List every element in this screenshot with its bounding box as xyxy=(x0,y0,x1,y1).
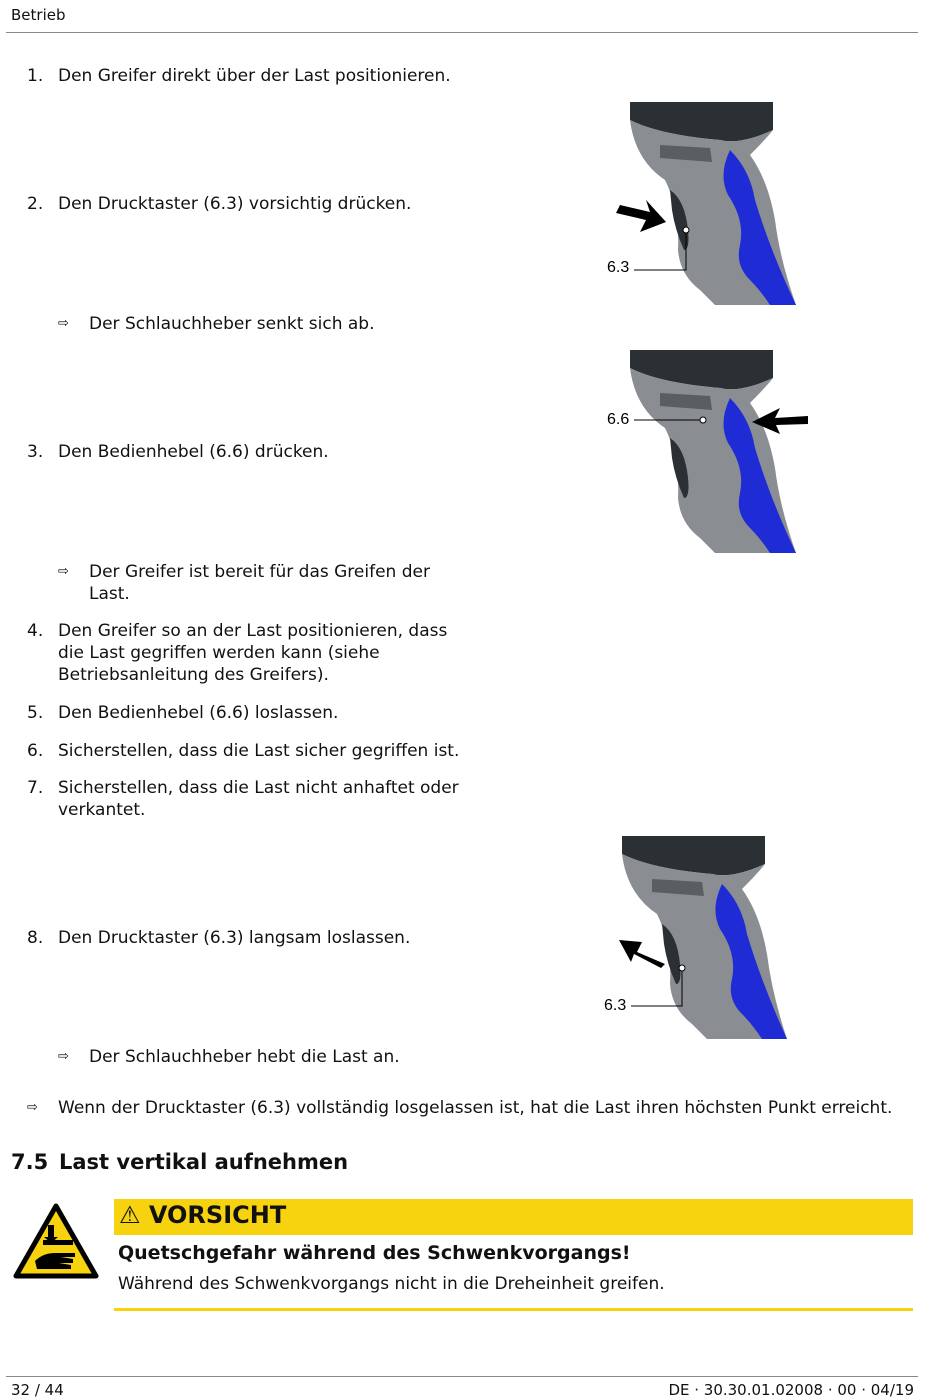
result-arrow-icon: ⇨ xyxy=(58,1049,69,1064)
result-text: Wenn der Drucktaster (6.3) vollständig losgelassen ist, hat die Last ihren höchsten Punkt erreicht. xyxy=(58,1098,893,1118)
warning-symbol-icon: ⚠ xyxy=(119,1201,141,1229)
final-result xyxy=(27,1097,927,1119)
step-text: Sicherstellen, dass die Last nicht anhaftet oder verkantet. xyxy=(58,778,459,820)
step-number: 8. xyxy=(27,928,44,948)
handle-figure-button-press xyxy=(600,100,820,310)
result-text: Der Schlauchheber hebt die Last an. xyxy=(89,1047,400,1067)
page-number: 32 / 44 xyxy=(11,1381,64,1399)
step-4 xyxy=(27,620,457,686)
step-text: Sicherstellen, dass die Last sicher gegriffen ist. xyxy=(58,741,460,761)
result-text: Der Schlauchheber senkt sich ab. xyxy=(89,314,375,334)
step-number: 1. xyxy=(27,66,44,86)
step-number: 4. xyxy=(27,621,44,641)
warning-bar xyxy=(114,1199,913,1235)
step-text: Den Drucktaster (6.3) langsam loslassen. xyxy=(58,928,411,948)
footer-rule xyxy=(6,1376,918,1377)
crush-hazard-icon xyxy=(13,1203,99,1279)
section-title: Last vertikal aufnehmen xyxy=(59,1150,349,1174)
section-heading xyxy=(11,1150,348,1174)
step-2 xyxy=(27,193,467,215)
warning-signal xyxy=(119,1201,286,1229)
callout-dot xyxy=(679,965,685,971)
callout-label-6-3: 6.3 xyxy=(607,259,630,276)
crush-plate xyxy=(43,1240,73,1245)
warning-signal-word: VORSICHT xyxy=(148,1201,287,1229)
warning-bottom-rule xyxy=(114,1308,913,1311)
step-number: 3. xyxy=(27,442,44,462)
callout-label-6-3: 6.3 xyxy=(604,997,627,1014)
result-text: Der Greifer ist bereit für das Greifen der Last. xyxy=(89,562,430,604)
step-text: Den Greifer direkt über der Last positionieren. xyxy=(58,66,451,86)
step-text: Den Bedienhebel (6.6) loslassen. xyxy=(58,703,339,723)
result-arrow-icon: ⇨ xyxy=(58,564,69,579)
step-6 xyxy=(27,740,467,762)
result-arrow-icon: ⇨ xyxy=(58,316,69,331)
result-step-2 xyxy=(58,313,468,335)
step-7 xyxy=(27,777,462,821)
step-text: Den Bedienhebel (6.6) drücken. xyxy=(58,442,329,462)
callout-dot xyxy=(700,417,706,423)
step-number: 2. xyxy=(27,194,44,214)
document-id: DE · 30.30.01.02008 · 00 · 04/19 xyxy=(668,1381,914,1399)
warning-title: Quetschgefahr während des Schwenkvorgangs! xyxy=(118,1242,631,1264)
header-rule xyxy=(6,32,918,33)
step-text: Den Greifer so an der Last positionieren, dass die Last gegriffen werden kann (siehe Betriebsanleitung des Greifers). xyxy=(58,621,448,685)
step-text: Den Drucktaster (6.3) vorsichtig drücken. xyxy=(58,194,412,214)
handle-figure-button-release xyxy=(597,834,817,1044)
step-number: 7. xyxy=(27,778,44,798)
callout-dot xyxy=(683,227,689,233)
result-arrow-icon: ⇨ xyxy=(27,1100,38,1115)
handle-figure-lever-press xyxy=(600,348,820,558)
step-3 xyxy=(27,441,467,463)
release-arrow-icon xyxy=(619,940,665,968)
step-number: 5. xyxy=(27,703,44,723)
callout-label-6-6: 6.6 xyxy=(607,411,630,428)
step-1 xyxy=(27,65,467,87)
result-step-8 xyxy=(58,1046,468,1068)
press-arrow-icon xyxy=(616,200,666,232)
running-header: Betrieb xyxy=(11,6,66,24)
step-number: 6. xyxy=(27,741,44,761)
warning-text: Während des Schwenkvorgangs nicht in die Dreheinheit greifen. xyxy=(118,1274,665,1294)
result-step-3 xyxy=(58,561,438,605)
step-5 xyxy=(27,702,467,724)
step-8 xyxy=(27,927,467,949)
section-number: 7.5 xyxy=(11,1150,49,1174)
